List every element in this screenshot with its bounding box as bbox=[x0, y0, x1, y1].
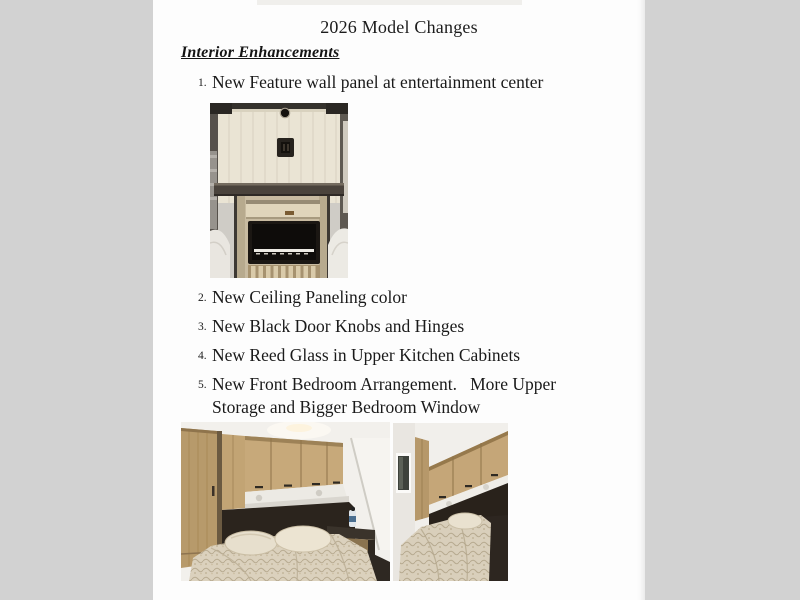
list-item-number: 4. bbox=[198, 350, 207, 362]
list-item-text-line1: New Front Bedroom Arrangement. More Upper bbox=[212, 374, 557, 394]
list-item bbox=[198, 286, 407, 309]
page-title: 2026 Model Changes bbox=[320, 17, 478, 37]
list-item bbox=[198, 373, 556, 419]
document-page bbox=[153, 0, 645, 600]
cropped-image-remnant bbox=[257, 0, 522, 5]
list-item-number: 5. bbox=[198, 379, 207, 391]
list-item-number: 2. bbox=[198, 292, 207, 304]
list-item-text: New Feature wall panel at entertainment center bbox=[212, 72, 544, 92]
list-item-number: 1. bbox=[198, 77, 207, 89]
list-item bbox=[198, 344, 520, 367]
section-heading: Interior Enhancements bbox=[181, 44, 340, 61]
entertainment-center-photo bbox=[210, 103, 348, 278]
list-item bbox=[198, 71, 543, 94]
list-item-text bbox=[212, 373, 556, 419]
list-item-text: New Black Door Knobs and Hinges bbox=[212, 316, 465, 336]
bedroom-photo-left bbox=[181, 422, 390, 581]
list-item-text: New Reed Glass in Upper Kitchen Cabinets bbox=[212, 345, 521, 365]
bedroom-photo-right bbox=[393, 423, 508, 581]
list-item-text: New Ceiling Paneling color bbox=[212, 287, 407, 307]
list-item-number: 3. bbox=[198, 321, 207, 333]
list-item-text-line2: Storage and Bigger Bedroom Window bbox=[212, 397, 481, 417]
list-item bbox=[198, 315, 464, 338]
